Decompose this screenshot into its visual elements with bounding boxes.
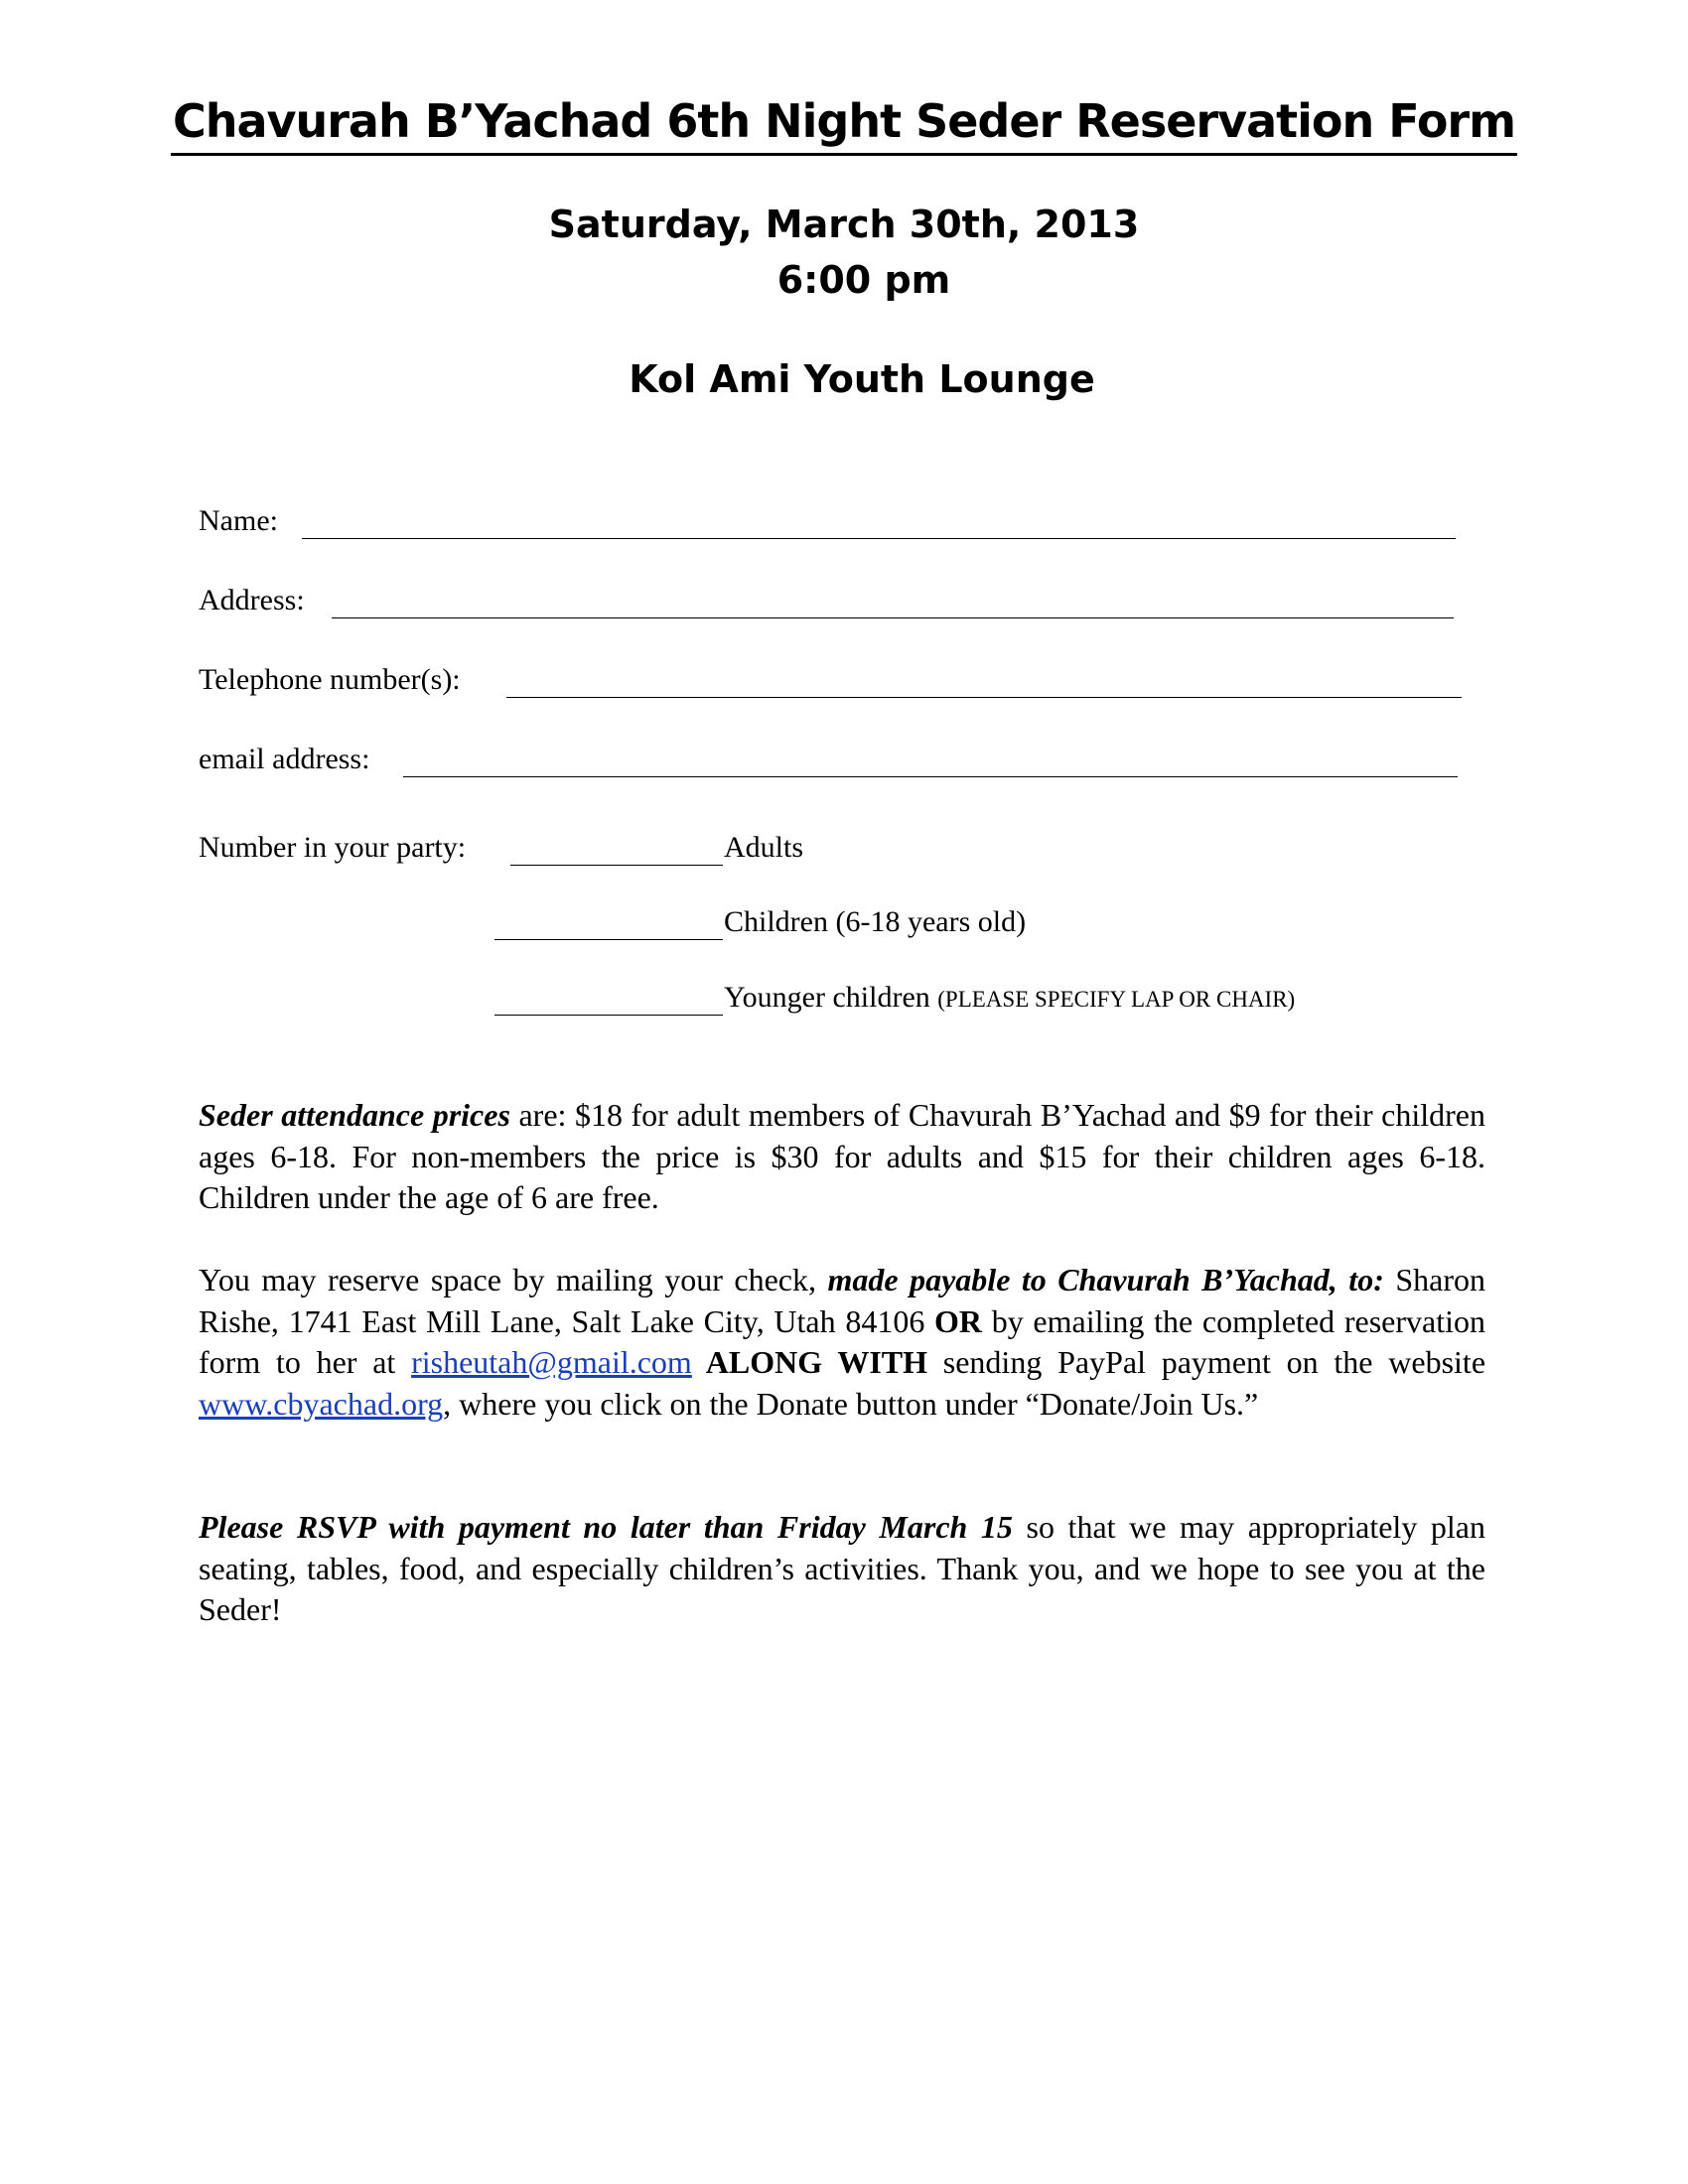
children-count-field[interactable] (494, 939, 723, 940)
form-title-text: Chavurah B’Yachad 6th Night Seder Reservation Form (171, 91, 1517, 156)
children-label: Children (6-18 years old) (724, 905, 1027, 938)
rsvp-text: so that we may appropriately plan seating, tables, food, and especially children’s activities. Thank you, and we hope to see you at the Seder! (199, 1509, 1485, 1627)
email-label: email address: (199, 743, 370, 775)
address-field[interactable] (332, 617, 1454, 618)
event-date: Saturday, March 30th, 2013 (548, 203, 1140, 246)
rsvp-paragraph (199, 1507, 1485, 1631)
event-time: 6:00 pm (776, 258, 951, 302)
reserve-payable: made payable to Chavurah B’Yachad, to: (827, 1262, 1384, 1297)
address-label: Address: (199, 584, 305, 616)
email-link[interactable]: risheutah@gmail.com (411, 1344, 692, 1380)
telephone-field[interactable] (506, 697, 1462, 698)
telephone-label: Telephone number(s): (199, 663, 461, 696)
prices-paragraph (199, 1095, 1485, 1219)
rsvp-lead: Please RSVP with payment no later than Friday March 15 (199, 1509, 1013, 1545)
event-venue: Kol Ami Youth Lounge (629, 357, 1095, 401)
form-title (0, 91, 1688, 156)
adults-count-field[interactable] (510, 865, 723, 866)
reserve-or: OR (934, 1302, 983, 1339)
reserve-along-with: ALONG WITH (691, 1344, 928, 1380)
adults-label: Adults (724, 831, 804, 864)
reserve-text-5: , where you click on the Donate button under “Donate/Join Us.” (443, 1385, 1259, 1422)
reserve-text-4: sending PayPal payment on the website (927, 1344, 1486, 1380)
prices-lead: Seder attendance prices (199, 1097, 510, 1133)
website-link[interactable]: www.cbyachad.org (199, 1385, 444, 1422)
younger-children-text: Younger children (724, 981, 930, 1014)
party-label: Number in your party: (199, 831, 467, 864)
reserve-text-2: Sharon Rishe, 1741 East Mill Lane, Salt Lake City, Utah 84106 (199, 1262, 1486, 1339)
younger-children-label (724, 978, 1295, 1020)
prices-text: are: $18 for adult members of Chavurah B’Yachad and $9 for their children ages 6-18. For non-members the price is $30 for adults and $15 for their children ages 6-18. Children under the age of 6 are free. (199, 1097, 1486, 1215)
reserve-text-1: You may reserve space by mailing your check, (199, 1262, 828, 1297)
reserve-text-3: by emailing the completed reservation form to her at (199, 1302, 1486, 1380)
reserve-paragraph (199, 1260, 1485, 1425)
name-label: Name: (199, 504, 278, 537)
younger-children-count-field[interactable] (494, 1015, 723, 1016)
name-field[interactable] (302, 538, 1456, 539)
younger-children-note: (PLEASE SPECIFY LAP OR CHAIR) (937, 987, 1296, 1012)
email-field[interactable] (403, 776, 1458, 777)
